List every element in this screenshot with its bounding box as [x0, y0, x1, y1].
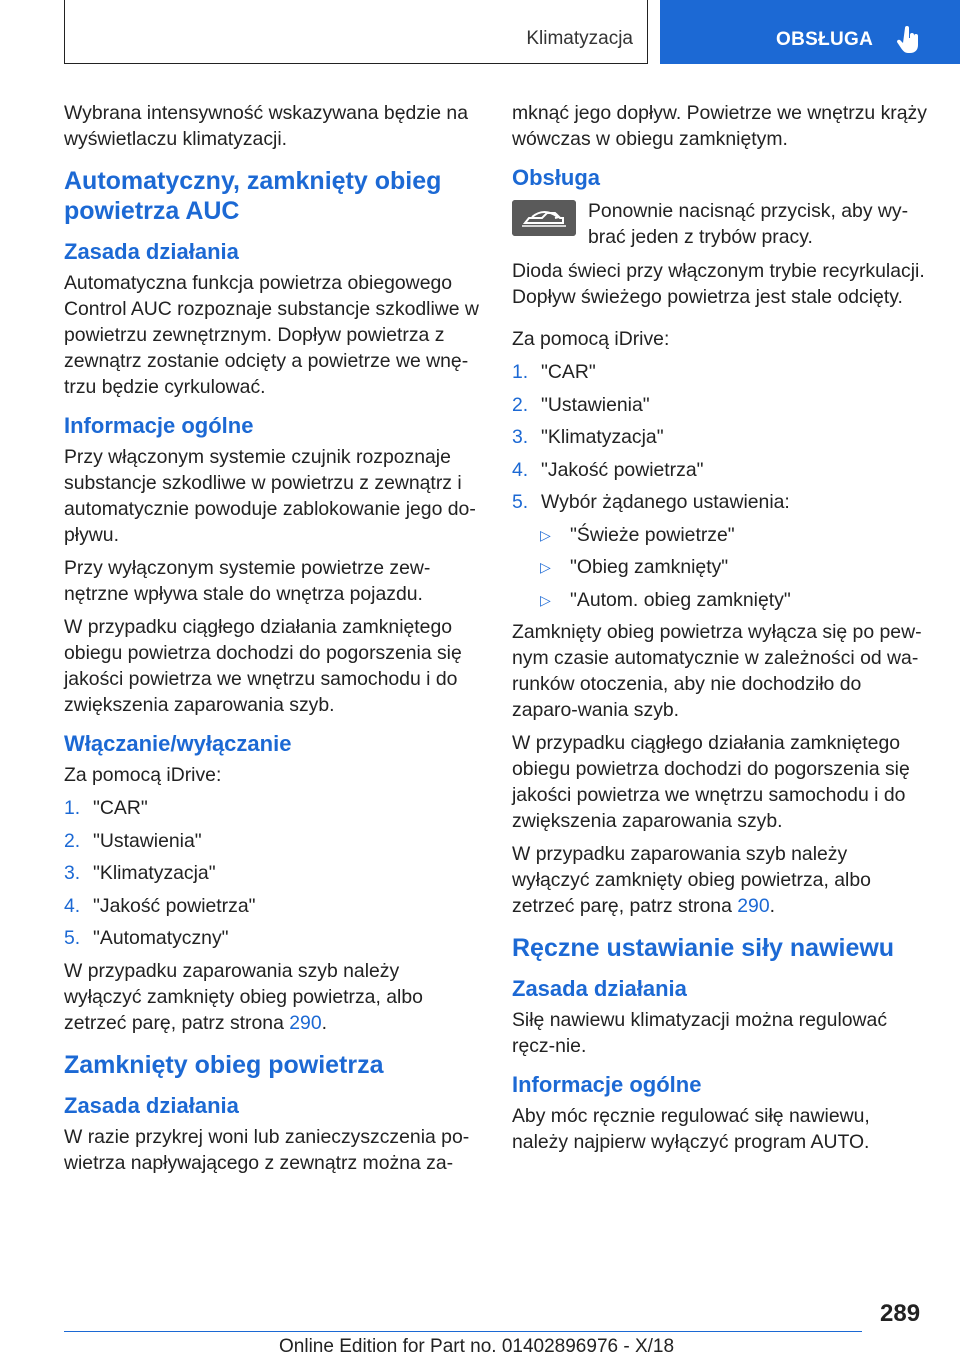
list-item: [512, 457, 928, 483]
auc-principle-text: Automatyczna funkcja powietrza obiegowego Control AUC rozpoznaje substancje szkodliwe w powietrzu zewnętrznym. Dopływ powietrza z zewnątrz zostanie odcięty a powietrze we wnę-trzu będzie cyrkulować.: [64, 272, 479, 398]
onoff-intro: Za pomocą iDrive:: [64, 764, 222, 786]
continued-text: mknąć jego dopływ. Powietrze we wnętrzu krąży wówczas w obiegu zamkniętym.: [512, 102, 927, 150]
list-item: [64, 893, 480, 919]
step-text: "Ustawienia": [93, 829, 202, 852]
left-fog-text: W przypadku zaparowania szyb należy wyłączyć zamknięty obieg powietrza, albo zetrzeć parę, patrz strona 290.: [64, 959, 423, 1034]
closed-principle-title: Zasada działania: [64, 1092, 239, 1118]
step-text: "CAR": [93, 797, 148, 819]
list-item: [64, 860, 480, 886]
closed-principle-text: W razie przykrej woni lub zanieczyszczenia po-wietrza napływającego z zewnątrz można za-: [64, 1125, 470, 1174]
right-step-list: [512, 359, 928, 515]
right-column: [512, 100, 928, 1162]
step-number: 1.: [512, 361, 529, 383]
page-link-290[interactable]: 290: [289, 1011, 322, 1034]
page-number: 289: [880, 1300, 921, 1327]
list-item: [540, 522, 928, 548]
auto-off-text: Zamknięty obieg powietrza wyłącza się po pew-nym czasie automatycznie w zależności od wa-runków otoczenia, aby nie dochodziło do zaparo-wania szyb.: [512, 621, 922, 721]
step-number: 3.: [512, 426, 529, 448]
chapter-tab[interactable]: [660, 0, 960, 64]
button-instruction: [512, 198, 928, 250]
step-number: 4.: [512, 458, 529, 481]
recirculation-car-icon: [512, 200, 576, 236]
left-column: [64, 100, 480, 1183]
footer-divider: [64, 1331, 862, 1332]
button-text: Ponownie nacisnąć przycisk, aby wy-brać jeden z trybów pracy.: [588, 200, 909, 248]
list-item: [512, 489, 928, 515]
led-text: Dioda świeci przy włączonym trybie recyrkulacji. Dopływ świeżego powietrza jest stale odcięty.: [512, 260, 925, 308]
fog-text: W przypadku zaparowania szyb należy wyłączyć zamknięty obieg powietrza, albo zetrzeć parę, patrz strona: [512, 843, 871, 917]
triangle-bullet-icon: ▷: [540, 559, 551, 575]
list-item: [64, 795, 480, 821]
step-text: "Jakość powietrza": [93, 894, 256, 917]
page-link-290[interactable]: 290: [737, 895, 770, 917]
idrive-intro: Za pomocą iDrive:: [512, 328, 670, 350]
triangle-bullet-icon: ▷: [540, 591, 551, 608]
step-number: 2.: [64, 829, 81, 852]
left-step-list: [64, 795, 480, 951]
closed-section-title: Zamknięty obieg powietrza: [64, 1050, 384, 1079]
list-item: [64, 925, 480, 951]
chapter-title: OBSŁUGA: [776, 29, 874, 50]
step-text: Wybór żądanego ustawienia:: [541, 491, 790, 513]
auc-info-text-3: W przypadku ciągłego działania zamkniętego obiegu powietrza dochodzi do pogorszenia się jakości powietrza we wnętrzu samochodu i do zwiększenia zaparowania szyb.: [64, 616, 462, 716]
list-item: [512, 392, 928, 418]
step-text: "Jakość powietrza": [541, 458, 704, 481]
section-header-box: [64, 0, 648, 64]
step-number: 5.: [64, 927, 81, 949]
option-text: "Autom. obieg zamknięty": [570, 588, 791, 611]
step-number: 3.: [64, 862, 81, 884]
step-number: 5.: [512, 491, 529, 513]
step-text: "Klimatyzacja": [93, 862, 216, 884]
edition-text: Online Edition for Part no. 01402896976 - X/18: [279, 1336, 675, 1357]
step-text: "Automatyczny": [93, 927, 229, 949]
onoff-title: Włączanie/wyłączanie: [64, 731, 292, 756]
option-list: [512, 522, 928, 613]
fog-text: W przypadku zaparowania szyb należy wyłączyć zamknięty obieg powietrza, albo zetrzeć parę, patrz strona: [64, 959, 423, 1034]
auc-principle-title: Zasada działania: [64, 239, 239, 264]
hand-pointer-icon: [896, 26, 922, 54]
list-item: [540, 587, 928, 613]
auc-info-text-2: Przy wyłączonym systemie powietrze zew-nętrzne wpływa stale do wnętrza pojazdu.: [64, 557, 431, 605]
auc-info-title: Informacje ogólne: [64, 413, 254, 438]
option-text: "Świeże powietrze": [570, 523, 735, 546]
section-title: Klimatyzacja: [526, 28, 633, 49]
manual-principle-text: Siłę nawiewu klimatyzacji można regulować ręcz-nie.: [512, 1009, 888, 1057]
manual-section-title: Ręczne ustawianie siły nawiewu: [512, 934, 895, 962]
list-item: [512, 424, 928, 450]
list-item: [64, 828, 480, 854]
triangle-bullet-icon: ▷: [540, 526, 551, 543]
step-text: "Ustawienia": [541, 393, 650, 416]
step-number: 2.: [512, 393, 529, 416]
step-text: "Klimatyzacja": [541, 426, 664, 448]
auc-section-title: Automatyczny, zamknięty obieg powietrza AUC: [64, 167, 442, 225]
page-header: [0, 0, 960, 66]
operation-title: Obsługa: [512, 165, 601, 190]
option-text: "Obieg zamknięty": [570, 556, 729, 578]
continuous-text: W przypadku ciągłego działania zamkniętego obiegu powietrza dochodzi do pogorszenia się jakości powietrza we wnętrzu samochodu i do zwiększenia zaparowania szyb.: [512, 732, 910, 832]
list-item: [540, 554, 928, 580]
list-item: [512, 359, 928, 385]
intro-text: Wybrana intensywność wskazywana będzie na wyświetlaczu klimatyzacji.: [64, 102, 469, 150]
manual-info-text: Aby móc ręcznie regulować siłę nawiewu, należy najpierw wyłączyć program AUTO.: [512, 1105, 870, 1153]
step-text: "CAR": [541, 361, 596, 383]
right-fog-text: W przypadku zaparowania szyb należy wyłączyć zamknięty obieg powietrza, albo zetrzeć parę, patrz strona 290.: [512, 843, 871, 917]
step-number: 4.: [64, 894, 81, 917]
step-number: 1.: [64, 797, 81, 819]
manual-info-title: Informacje ogólne: [512, 1072, 702, 1097]
manual-principle-title: Zasada działania: [512, 976, 687, 1001]
auc-info-text-1: Przy włączonym systemie czujnik rozpoznaje substancje szkodliwe w powietrzu z zewnątrz i automatycznie powoduje zablokowanie jego do-pływu.: [64, 446, 476, 546]
